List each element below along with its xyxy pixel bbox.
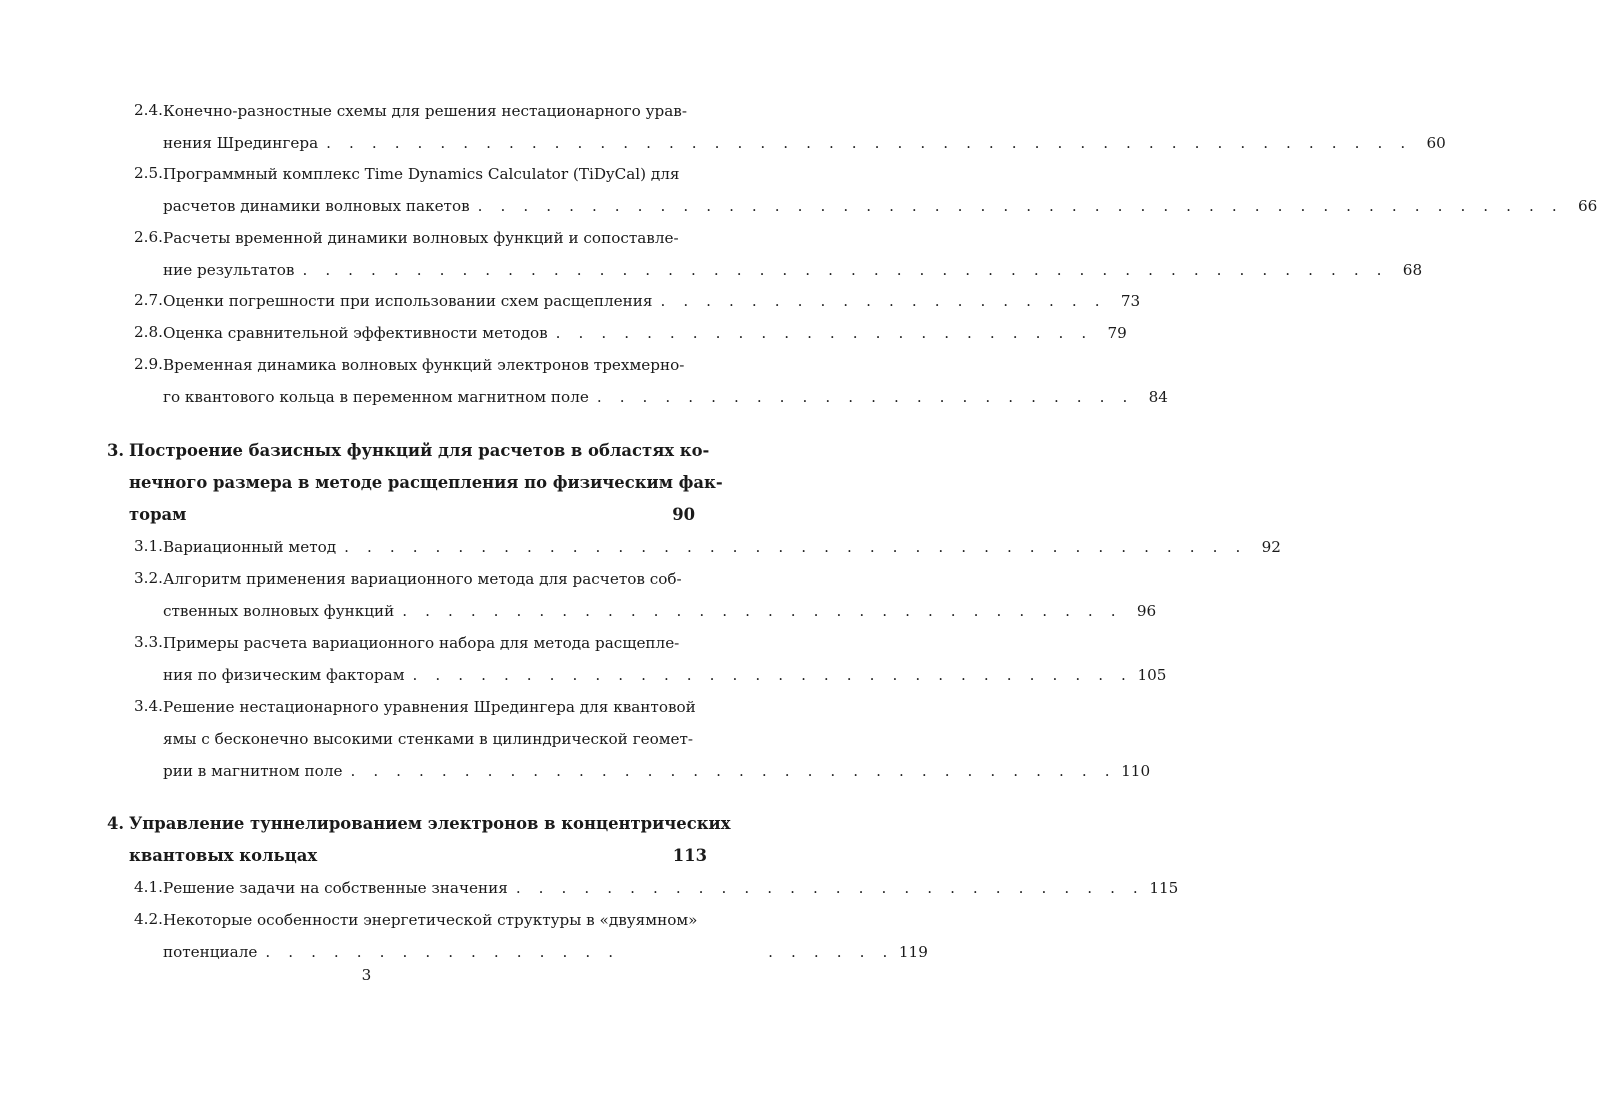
toc-number-3-1: 3.1. bbox=[134, 537, 163, 555]
chapter-3-title-line3[interactable]: торам 90 bbox=[129, 505, 695, 524]
toc-page-3-4: 110 bbox=[1121, 762, 1151, 780]
chapter-4-title-line2[interactable]: квантовых кольцах 113 bbox=[129, 846, 707, 865]
toc-entry-2-6-line2[interactable]: ние результатов . . . . . . . . . . . . . . . . . . . . . . . . . . . . . . . . . . . . . . . . . . . . . . . . 68 bbox=[163, 261, 1423, 279]
toc-entry-3-2-line1: Алгоритм применения вариационного метода для расчетов соб- bbox=[163, 570, 682, 588]
leader-dots: . . . . . . . . . . . . . . . . . . . . . . . . . . . . . . . . bbox=[402, 602, 1123, 620]
toc-page-2-5: 66 bbox=[1577, 197, 1597, 215]
chapter-4-page: 113 bbox=[672, 846, 707, 865]
toc-entry-3-3-line1: Примеры расчета вариационного набора для метода расщепле- bbox=[163, 634, 680, 652]
toc-number-2-9: 2.9. bbox=[134, 355, 163, 373]
toc-entry-3-3-line2[interactable]: ния по физическим факторам . . . . . . . . . . . . . . . . . . . . . . . . . . . . . . . . 105 bbox=[163, 666, 1167, 684]
toc-number-2-5: 2.5. bbox=[134, 164, 163, 182]
toc-page-2-6: 68 bbox=[1402, 261, 1423, 279]
leader-dots: . . . . . . . . . . . . . . . . . . . . . . . . . . . . bbox=[515, 879, 1145, 897]
chapter-3-title-line2: нечного размера в методе расщепления по физическим фак- bbox=[129, 473, 723, 492]
toc-page-3-3: 105 bbox=[1137, 666, 1167, 684]
toc-entry-2-6-line1: Расчеты временной динамики волновых функций и сопоставле- bbox=[163, 229, 679, 247]
toc-number-2-7: 2.7. bbox=[134, 291, 163, 309]
chapter-3-title-line1: Построение базисных функций для расчетов в областях ко- bbox=[129, 441, 710, 460]
toc-number-3-4: 3.4. bbox=[134, 697, 163, 715]
leader-dots: . . . . . . . . . . . . . . . . . . . . bbox=[660, 292, 1107, 310]
toc-entry-2-8[interactable]: Оценка сравнительной эффективности методов . . . . . . . . . . . . . . . . . . . . . . . . 79 bbox=[163, 324, 1127, 342]
chapter-3-page: 90 bbox=[672, 505, 695, 524]
toc-number-2-4: 2.4. bbox=[134, 101, 163, 119]
toc-entry-4-2-line1: Некоторые особенности энергетической структуры в «двуямном» bbox=[163, 911, 698, 929]
leader-dots: . . . . . . . . . . . . . . . . . . . . . . . . bbox=[555, 324, 1093, 342]
leader-dots: . . . . . . . . . . . . . . . . . . . . . . . . . . . . . . . . . . . . . . . . bbox=[344, 538, 1247, 556]
toc-entry-4-1[interactable]: Решение задачи на собственные значения . . . . . . . . . . . . . . . . . . . . . . . . . . . . 115 bbox=[163, 879, 1179, 897]
toc-page-2-9: 84 bbox=[1148, 388, 1168, 406]
toc-number-3-2: 3.2. bbox=[134, 569, 163, 587]
toc-entry-3-4-line2: ямы с бесконечно высокими стенками в цилиндрической геомет- bbox=[163, 730, 694, 748]
leader-dots: . . . . . . . . . . . . . . . . . . . . . . . . . . . . . . . . bbox=[412, 666, 1133, 684]
chapter-3-number: 3. bbox=[107, 441, 125, 460]
toc-entry-3-1[interactable]: Вариационный метод . . . . . . . . . . . . . . . . . . . . . . . . . . . . . . . . . . . . . . . . 92 bbox=[163, 538, 1281, 556]
toc-entry-2-9-line2[interactable]: го квантового кольца в переменном магнитном поле . . . . . . . . . . . . . . . . . . . . . . . . 84 bbox=[163, 388, 1168, 406]
chapter-4-number: 4. bbox=[107, 814, 125, 833]
leader-dots: . . . . . . . . . . . . . . . . . . . . . . . . . . . . . . . . . . bbox=[350, 762, 1117, 780]
toc-number-2-8: 2.8. bbox=[134, 323, 163, 341]
toc-entry-2-9-line1: Временная динамика волновых функций электронов трехмерно- bbox=[163, 356, 685, 374]
leader-dots: . . . . . . . . . . . . . . . . . . . . . . . . . . . . . . . . . . . . . . . . . . . . . . . . bbox=[477, 197, 1564, 215]
toc-page-3-2: 96 bbox=[1136, 602, 1157, 620]
leader-dots: . . . . . . . . . . . . . . . . . . . . . . bbox=[265, 943, 894, 961]
toc-entry-3-4-line1: Решение нестационарного уравнения Шредингера для квантовой bbox=[163, 698, 696, 716]
toc-number-2-6: 2.6. bbox=[134, 228, 163, 246]
toc-entry-3-2-line2[interactable]: ственных волновых функций . . . . . . . . . . . . . . . . . . . . . . . . . . . . . . . . 96 bbox=[163, 602, 1157, 620]
leader-dots: . . . . . . . . . . . . . . . . . . . . . . . . bbox=[596, 388, 1134, 406]
toc-number-3-3: 3.3. bbox=[134, 633, 163, 651]
toc-page-3-1: 92 bbox=[1261, 538, 1281, 556]
toc-page-4-2: 119 bbox=[898, 943, 928, 961]
toc-page-4-1: 115 bbox=[1149, 879, 1179, 897]
toc-number-4-1: 4.1. bbox=[134, 878, 163, 896]
toc-entry-3-4-line3[interactable]: рии в магнитном поле . . . . . . . . . . . . . . . . . . . . . . . . . . . . . . . . . . 110 bbox=[163, 762, 1151, 780]
toc-entry-2-5-line2[interactable]: расчетов динамики волновых пакетов . . . . . . . . . . . . . . . . . . . . . . . . . . . . . . . . . . . . . . . . . . . . . . . . 66 bbox=[163, 197, 1597, 215]
leader-dots: . . . . . . . . . . . . . . . . . . . . . . . . . . . . . . . . . . . . . . . . . . . . . . . . bbox=[302, 261, 1389, 279]
toc-entry-2-7[interactable]: Оценки погрешности при использовании схем расщепления . . . . . . . . . . . . . . . . . . . . 73 bbox=[163, 292, 1141, 310]
toc-entry-4-2-line2[interactable]: потенциале . . . . . . . . . . . . . . . . . . . . . . 119 bbox=[163, 943, 928, 961]
toc-page-2-4: 60 bbox=[1426, 134, 1446, 152]
toc-page-2-8: 79 bbox=[1107, 324, 1127, 342]
toc-entry-2-4-line2[interactable]: нения Шредингера . . . . . . . . . . . . . . . . . . . . . . . . . . . . . . . . . . . . . . . . . . . . . . . . 60 bbox=[163, 134, 1446, 152]
toc-entry-2-4-line1: Конечно-разностные схемы для решения нестационарного урав- bbox=[163, 102, 687, 120]
leader-dots: . . . . . . . . . . . . . . . . . . . . . . . . . . . . . . . . . . . . . . . . . . . . . . . . bbox=[326, 134, 1412, 152]
page-number: 3 bbox=[361, 966, 372, 984]
toc-number-4-2: 4.2. bbox=[134, 910, 163, 928]
toc-entry-2-5-line1: Программный комплекс Time Dynamics Calculator (TiDyCal) для bbox=[163, 165, 680, 183]
chapter-4-title-line1: Управление туннелированием электронов в концентрических bbox=[129, 814, 731, 833]
toc-page-2-7: 73 bbox=[1120, 292, 1141, 310]
